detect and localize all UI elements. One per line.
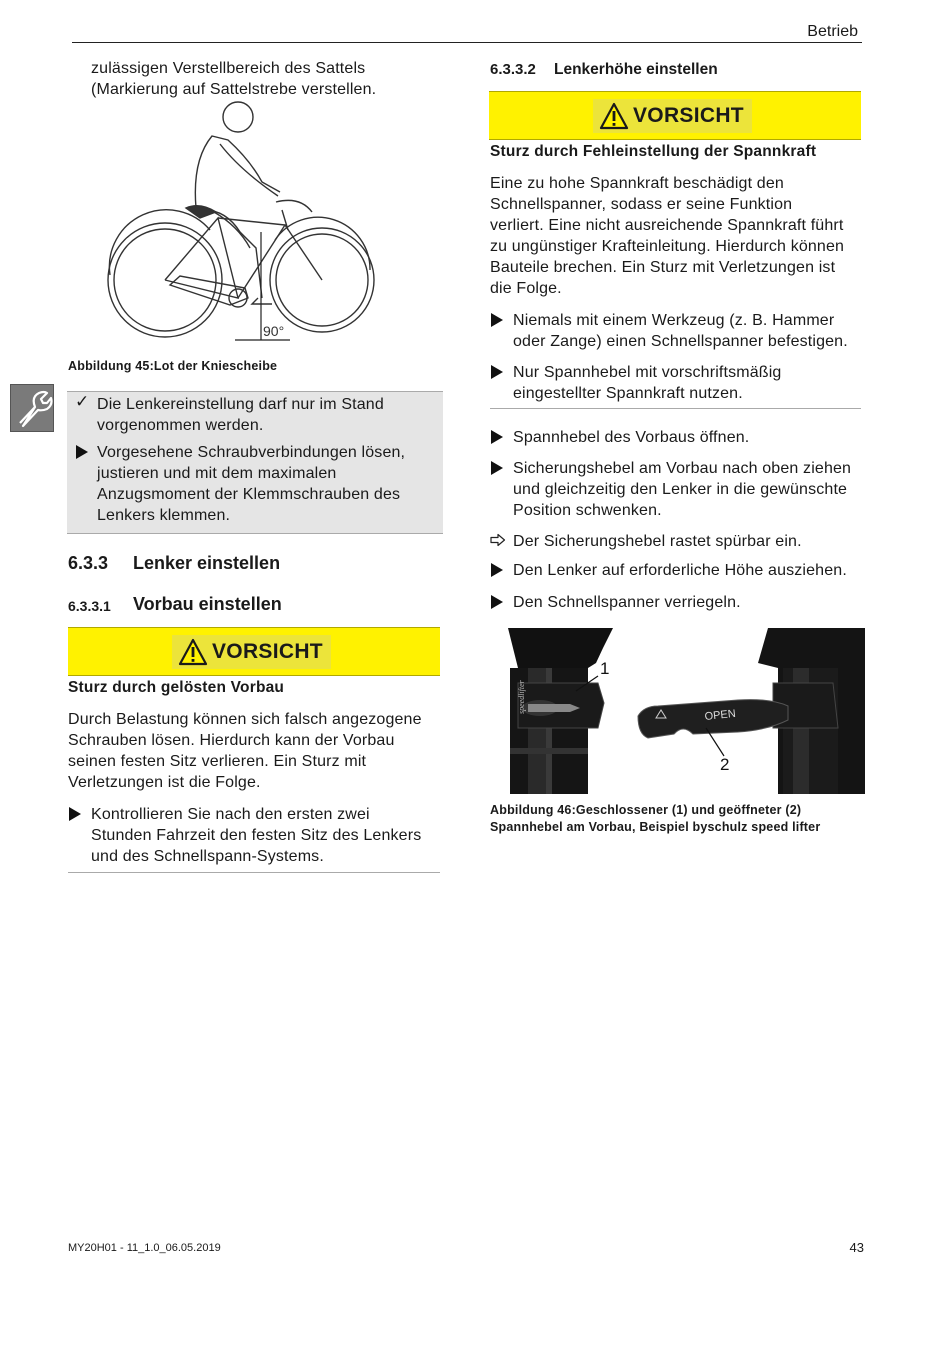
warning-action-line: eingestellter Spannkraft nutzen. — [513, 385, 743, 402]
step-item: Den Lenker auf erforderliche Höhe ausziehen. — [513, 562, 847, 579]
warning-action-line: Nur Spannhebel mit vorschriftsmäßig — [513, 364, 782, 381]
warning-text-line: verliert. Eine nicht ausreichende Spannkraft führt — [490, 217, 844, 234]
action-arrow-icon — [491, 313, 503, 327]
warning-text-line: Bauteile brechen. Ein Sturz mit Verletzungen ist — [490, 259, 836, 276]
page-number: 43 — [849, 1240, 864, 1255]
brand-text: speedlifter — [517, 680, 526, 714]
warning-label-text: VORSICHT — [212, 640, 323, 663]
action-arrow-icon — [491, 365, 503, 379]
check-item — [97, 394, 384, 436]
warning-text-line: Eine zu hohe Spannkraft beschädigt den — [490, 175, 784, 192]
warning-text-line: Durch Belastung können sich falsch angezogene — [68, 711, 422, 728]
warning-label — [593, 99, 752, 133]
warning-banner — [68, 627, 440, 676]
warning-text-line: Schrauben lösen. Hierdurch kann der Vorbau — [68, 732, 395, 749]
warning-action — [513, 310, 848, 352]
rider-head — [223, 102, 253, 132]
action-arrow-icon — [491, 430, 503, 444]
figure-46-caption — [490, 802, 820, 836]
warning-triangle-icon — [178, 638, 208, 666]
warning-text-line: Schnellspanner, sodass er seine Funktion — [490, 196, 793, 213]
action-item-line: justieren und mit dem maximalen — [97, 465, 337, 482]
intro-line: zulässigen Verstellbereich des Sattels — [91, 60, 366, 77]
callout-1: 1 — [600, 659, 610, 678]
action-item-line: Lenkers klemmen. — [97, 507, 231, 524]
step-item-line: Sicherungshebel am Vorbau nach oben ziehen — [513, 460, 852, 477]
angle-label: 90° — [263, 323, 285, 339]
section-title: Lenker einstellen — [133, 553, 281, 573]
action-arrow-icon — [491, 461, 503, 475]
warning-action-line: Niemals mit einem Werkzeug (z. B. Hammer — [513, 312, 835, 329]
warning-text-line: seinen festen Sitz verlieren. Ein Sturz mit — [68, 753, 367, 770]
subsection-number: 6.3.3.1 — [68, 598, 111, 614]
warning-text-line: die Folge. — [490, 280, 562, 297]
running-header: Betrieb — [807, 23, 858, 40]
warning-action-line: oder Zange) einen Schnellspanner befestigen. — [513, 333, 848, 350]
lever-open-text: OPEN — [704, 707, 737, 723]
warning-label — [172, 635, 331, 669]
warning-action-line: und des Schnellspann-Systems. — [91, 848, 324, 865]
check-item-line: Die Lenkereinstellung darf nur im Stand — [97, 396, 384, 413]
action-arrow-icon — [491, 563, 503, 577]
subsection-title: Vorbau einstellen — [133, 594, 282, 614]
warning-heading: Sturz durch Fehleinstellung der Spannkraft — [490, 143, 817, 160]
figure-46-speed-lifter — [488, 628, 865, 794]
check-item-line: vorgenommen werden. — [97, 417, 264, 434]
subsection-number: 6.3.3.2 — [490, 61, 536, 78]
action-item-line: Vorgesehene Schraubverbindungen lösen, — [97, 444, 406, 461]
warning-text-line: Verletzungen ist die Folge. — [68, 774, 261, 791]
open-lever-photo — [638, 628, 865, 794]
result-item: Der Sicherungshebel rastet spürbar ein. — [513, 533, 802, 550]
action-arrow-icon — [491, 595, 503, 609]
warning-triangle-icon — [599, 102, 629, 130]
callout-2: 2 — [720, 755, 730, 774]
warning-action — [91, 804, 421, 867]
step-item-line: und gleichzeitig den Lenker in die gewünschte — [513, 481, 848, 498]
warning-action-line: Kontrollieren Sie nach den ersten zwei — [91, 806, 370, 823]
check-icon: ✓ — [75, 392, 90, 411]
step-item: Den Schnellspanner verriegeln. — [513, 594, 741, 611]
warning-text — [490, 173, 844, 299]
wrench-icon — [10, 384, 54, 432]
subsection-title: Lenkerhöhe einstellen — [554, 61, 718, 78]
action-arrow-icon — [76, 445, 88, 459]
figure-46-caption-line: Spannhebel am Vorbau, Beispiel byschulz speed lifter — [490, 820, 821, 834]
action-item — [97, 442, 405, 526]
closed-lever-photo — [498, 628, 616, 794]
figure-45-bicycle-rider — [100, 100, 385, 345]
action-item-line: Anzugsmoment der Klemmschrauben des — [97, 486, 401, 503]
step-item-line: Position schwenken. — [513, 502, 662, 519]
warning-banner — [489, 91, 861, 140]
warning-text — [68, 709, 422, 793]
section-number: 6.3.3 — [68, 553, 109, 573]
warning-end-rule — [490, 408, 861, 409]
intro-line: (Markierung auf Sattelstrebe verstellen. — [91, 81, 377, 98]
step-item — [513, 458, 851, 521]
result-arrow-icon — [490, 533, 506, 547]
warning-label-text: VORSICHT — [633, 104, 744, 127]
action-arrow-icon — [69, 807, 81, 821]
warning-heading: Sturz durch gelösten Vorbau — [68, 679, 285, 696]
warning-text-line: zu ungünstiger Krafteinleitung. Hierdurch können — [490, 238, 845, 255]
figure-45-caption: Abbildung 45:Lot der Kniescheibe — [68, 359, 278, 373]
header-rule — [72, 42, 862, 43]
step-item: Spannhebel des Vorbaus öffnen. — [513, 429, 750, 446]
intro-paragraph — [91, 58, 376, 100]
warning-end-rule — [68, 872, 440, 873]
warning-action — [513, 362, 781, 404]
footer-document-id: MY20H01 - 11_1.0_06.05.2019 — [68, 1242, 221, 1254]
warning-action-line: Stunden Fahrzeit den festen Sitz des Lenkers — [91, 827, 422, 844]
figure-46-caption-line: Abbildung 46:Geschlossener (1) und geöffneter (2) — [490, 803, 802, 817]
